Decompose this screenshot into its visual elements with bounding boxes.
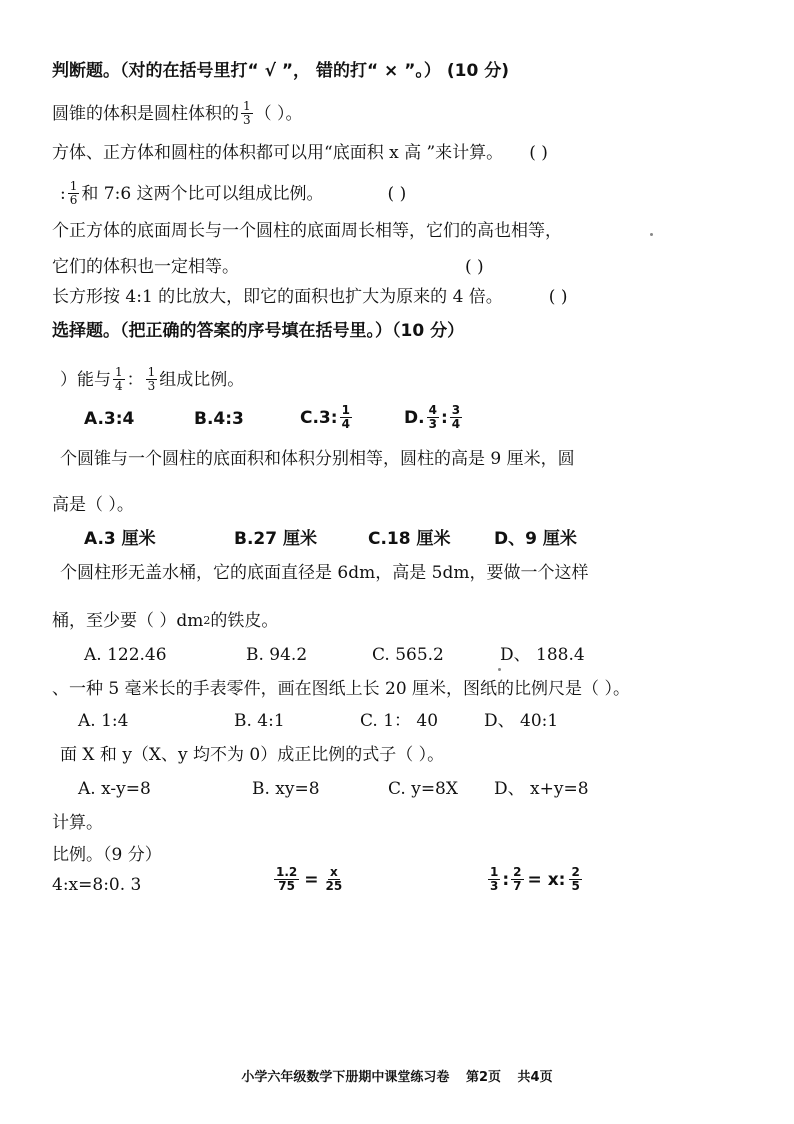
judge-q4-paren: ( ): [465, 257, 484, 277]
choice-q3-text3: 的铁皮。: [210, 611, 279, 631]
frac-denominator: 3: [490, 879, 499, 893]
judge-q1-text: 圆锥的体积是圆柱体积的: [52, 103, 239, 124]
judge-q4-text2: 它们的体积也一定相等。: [52, 257, 239, 277]
choice-q5-option-c: C. y=8X: [388, 779, 458, 799]
judge-q3: [60, 180, 406, 207]
eq2-equals: =: [304, 869, 319, 890]
frac-denominator: 4: [341, 417, 350, 431]
frac-numerator: 1: [341, 403, 350, 417]
frac-numerator: 2: [513, 865, 522, 879]
frac-numerator: 2: [571, 865, 580, 879]
choice-q1-sep: ：: [126, 369, 144, 390]
judge-q4-text1: 个正方体的底面周长与一个圆柱的底面周长相等，它们的高也相等，: [52, 221, 562, 241]
choice-q3-option-a: A. 122.46: [84, 645, 167, 665]
judge-q5: [52, 286, 567, 308]
choice-q2-text2: 高是（ ）。: [52, 495, 134, 515]
choice-q5-text: 面 X 和 y（X、y 均不为 0）成正比例的式子（ ）。: [60, 745, 445, 765]
frac-denominator: 3: [243, 113, 251, 127]
choice-q4-option-c: C. 1： 40: [360, 711, 439, 731]
judge-q2-paren: ( ): [529, 143, 548, 163]
scan-speck: [650, 233, 653, 236]
proportion-title-text: 比例。（9 分）: [52, 845, 162, 865]
choice-q5-option-b: B. xy=8: [252, 779, 320, 799]
choice-q2-option-d: D、9 厘米: [494, 529, 577, 549]
eq3-fraction3: [569, 866, 581, 893]
frac-denominator: 3: [428, 417, 437, 431]
judge-q3-fraction: [68, 180, 80, 207]
frac-numerator: 1: [243, 99, 251, 113]
frac-denominator: 25: [325, 879, 343, 893]
frac-denominator: 6: [69, 193, 78, 207]
choice-q5-option-d: D、 x+y=8: [494, 779, 589, 799]
option-d-fraction2: [450, 404, 462, 431]
frac-denominator: 3: [147, 379, 156, 393]
frac-numerator: 1: [147, 365, 156, 379]
judge-q1-fraction: [241, 100, 253, 127]
choice-q3-option-b: B. 94.2: [246, 645, 308, 665]
eq3-sep: :: [502, 869, 510, 890]
choice-q4-option-b: B. 4:1: [234, 711, 285, 731]
judge-q3-prefix: :: [60, 183, 66, 204]
choice-q3-line1: [60, 562, 588, 584]
choice-section-title: [52, 320, 464, 342]
option-c-fraction: [340, 404, 352, 431]
judge-q1-paren: （ ）。: [254, 103, 303, 124]
judge-q4-line1: [52, 220, 562, 242]
choice-q5-line: [60, 744, 444, 766]
scan-speck: [498, 668, 501, 671]
judge-q4-line2: [52, 256, 484, 278]
frac-numerator: 3: [451, 403, 461, 417]
choice-q1-option-d: [404, 404, 464, 431]
eq3-fraction2: [511, 866, 523, 893]
judge-q2-text: 方体、正方体和圆柱的体积都可以用“底面积 x 高 ”来计算。: [52, 143, 504, 163]
choice-q3-text2: 桶，至少要（ ）dm: [52, 611, 204, 631]
choice-q2-line2: [52, 494, 134, 516]
judge-q3-text: 和 7:6 这两个比可以组成比例。: [81, 183, 324, 204]
calc-section-title: [52, 812, 103, 834]
frac-numerator: 4: [428, 403, 437, 417]
option-d-sep: :: [440, 407, 448, 428]
judge-q5-text: 长方形按 4:1 的比放大，即它的面积也扩大为原来的 4 倍。: [52, 287, 503, 307]
choice-q4-option-d: D、 40:1: [484, 711, 559, 731]
choice-q1: [60, 366, 244, 393]
frac-denominator: 4: [451, 417, 461, 431]
choice-q4-option-a: A. 1:4: [78, 711, 129, 731]
choice-q1-prefix: ）能与: [60, 369, 111, 390]
choice-q1-suffix: 组成比例。: [159, 369, 245, 390]
footer-title: 小学六年级数学下册期中课堂练习卷: [241, 1070, 450, 1085]
choice-q3-option-c: C. 565.2: [372, 645, 444, 665]
eq3-fraction1: [488, 866, 500, 893]
judge-q2: [52, 142, 548, 164]
frac-numerator: 1: [490, 865, 499, 879]
eq2-fraction2: [324, 866, 345, 893]
choice-q4-line: [52, 678, 630, 700]
choice-q3-text1: 个圆柱形无盖水桶，它的底面直径是 6dm，高是 5dm，要做一个这样: [60, 563, 589, 583]
option-d-prefix: D.: [404, 407, 425, 428]
frac-denominator: 5: [571, 879, 580, 893]
footer-page: 第2页: [465, 1070, 501, 1085]
choice-q4-text: 、一种 5 毫米长的手表零件，画在图纸上长 20 厘米，图纸的比例尺是（ ）。: [52, 679, 630, 699]
eq3-mid: = x:: [527, 869, 566, 890]
judge-q3-paren: ( ): [387, 183, 407, 204]
frac-numerator: 1.2: [276, 865, 298, 879]
calc-title-text: 计算。: [52, 813, 103, 833]
choice-q2-option-b: B.27 厘米: [234, 529, 317, 549]
choice-title-text: 选择题。（把正确的答案的序号填在括号里。）（10 分）: [52, 321, 465, 341]
judge-score: (10 分): [446, 61, 509, 81]
choice-q2-line1: [60, 448, 575, 470]
choice-q1-option-c: [300, 404, 354, 431]
calc-eq2: [272, 866, 346, 893]
calc-eq3: [486, 866, 584, 893]
choice-q3-line2: [52, 610, 278, 632]
choice-q2-text1: 个圆锥与一个圆柱的底面积和体积分别相等，圆柱的高是 9 厘米，圆: [60, 449, 575, 469]
choice-q3-superscript: 2: [203, 614, 211, 627]
choice-q1-option-b: B.4:3: [194, 409, 244, 429]
choice-q3-option-d: D、 188.4: [500, 645, 585, 665]
frac-denominator: 75: [278, 879, 295, 893]
option-c-prefix: C.3:: [300, 407, 338, 428]
frac-denominator: 7: [513, 879, 522, 893]
page-footer: [0, 1066, 794, 1085]
choice-q2-option-a: A.3 厘米: [84, 529, 156, 549]
eq2-fraction1: [274, 866, 299, 893]
frac-numerator: x: [329, 865, 338, 879]
judge-title-text: 判断题。（对的在括号里打“ √ ”， 错的打“ × ”。）: [52, 61, 441, 81]
judge-q1: [52, 100, 303, 127]
judge-section-title: [52, 60, 509, 82]
choice-q1-frac2: [146, 366, 158, 393]
option-d-fraction1: [427, 404, 439, 431]
frac-numerator: 1: [69, 179, 78, 193]
proportion-title: [52, 844, 162, 866]
frac-numerator: 1: [115, 365, 123, 379]
choice-q1-option-a: A.3:4: [84, 409, 135, 429]
choice-q5-option-a: A. x-y=8: [78, 779, 151, 799]
choice-q2-option-c: C.18 厘米: [368, 529, 451, 549]
footer-total: 共4页: [517, 1070, 553, 1085]
judge-q5-paren: ( ): [548, 287, 568, 307]
choice-q1-frac1: [113, 366, 125, 393]
frac-denominator: 4: [115, 379, 123, 393]
calc-eq1: 4:x=8:0. 3: [52, 875, 142, 895]
